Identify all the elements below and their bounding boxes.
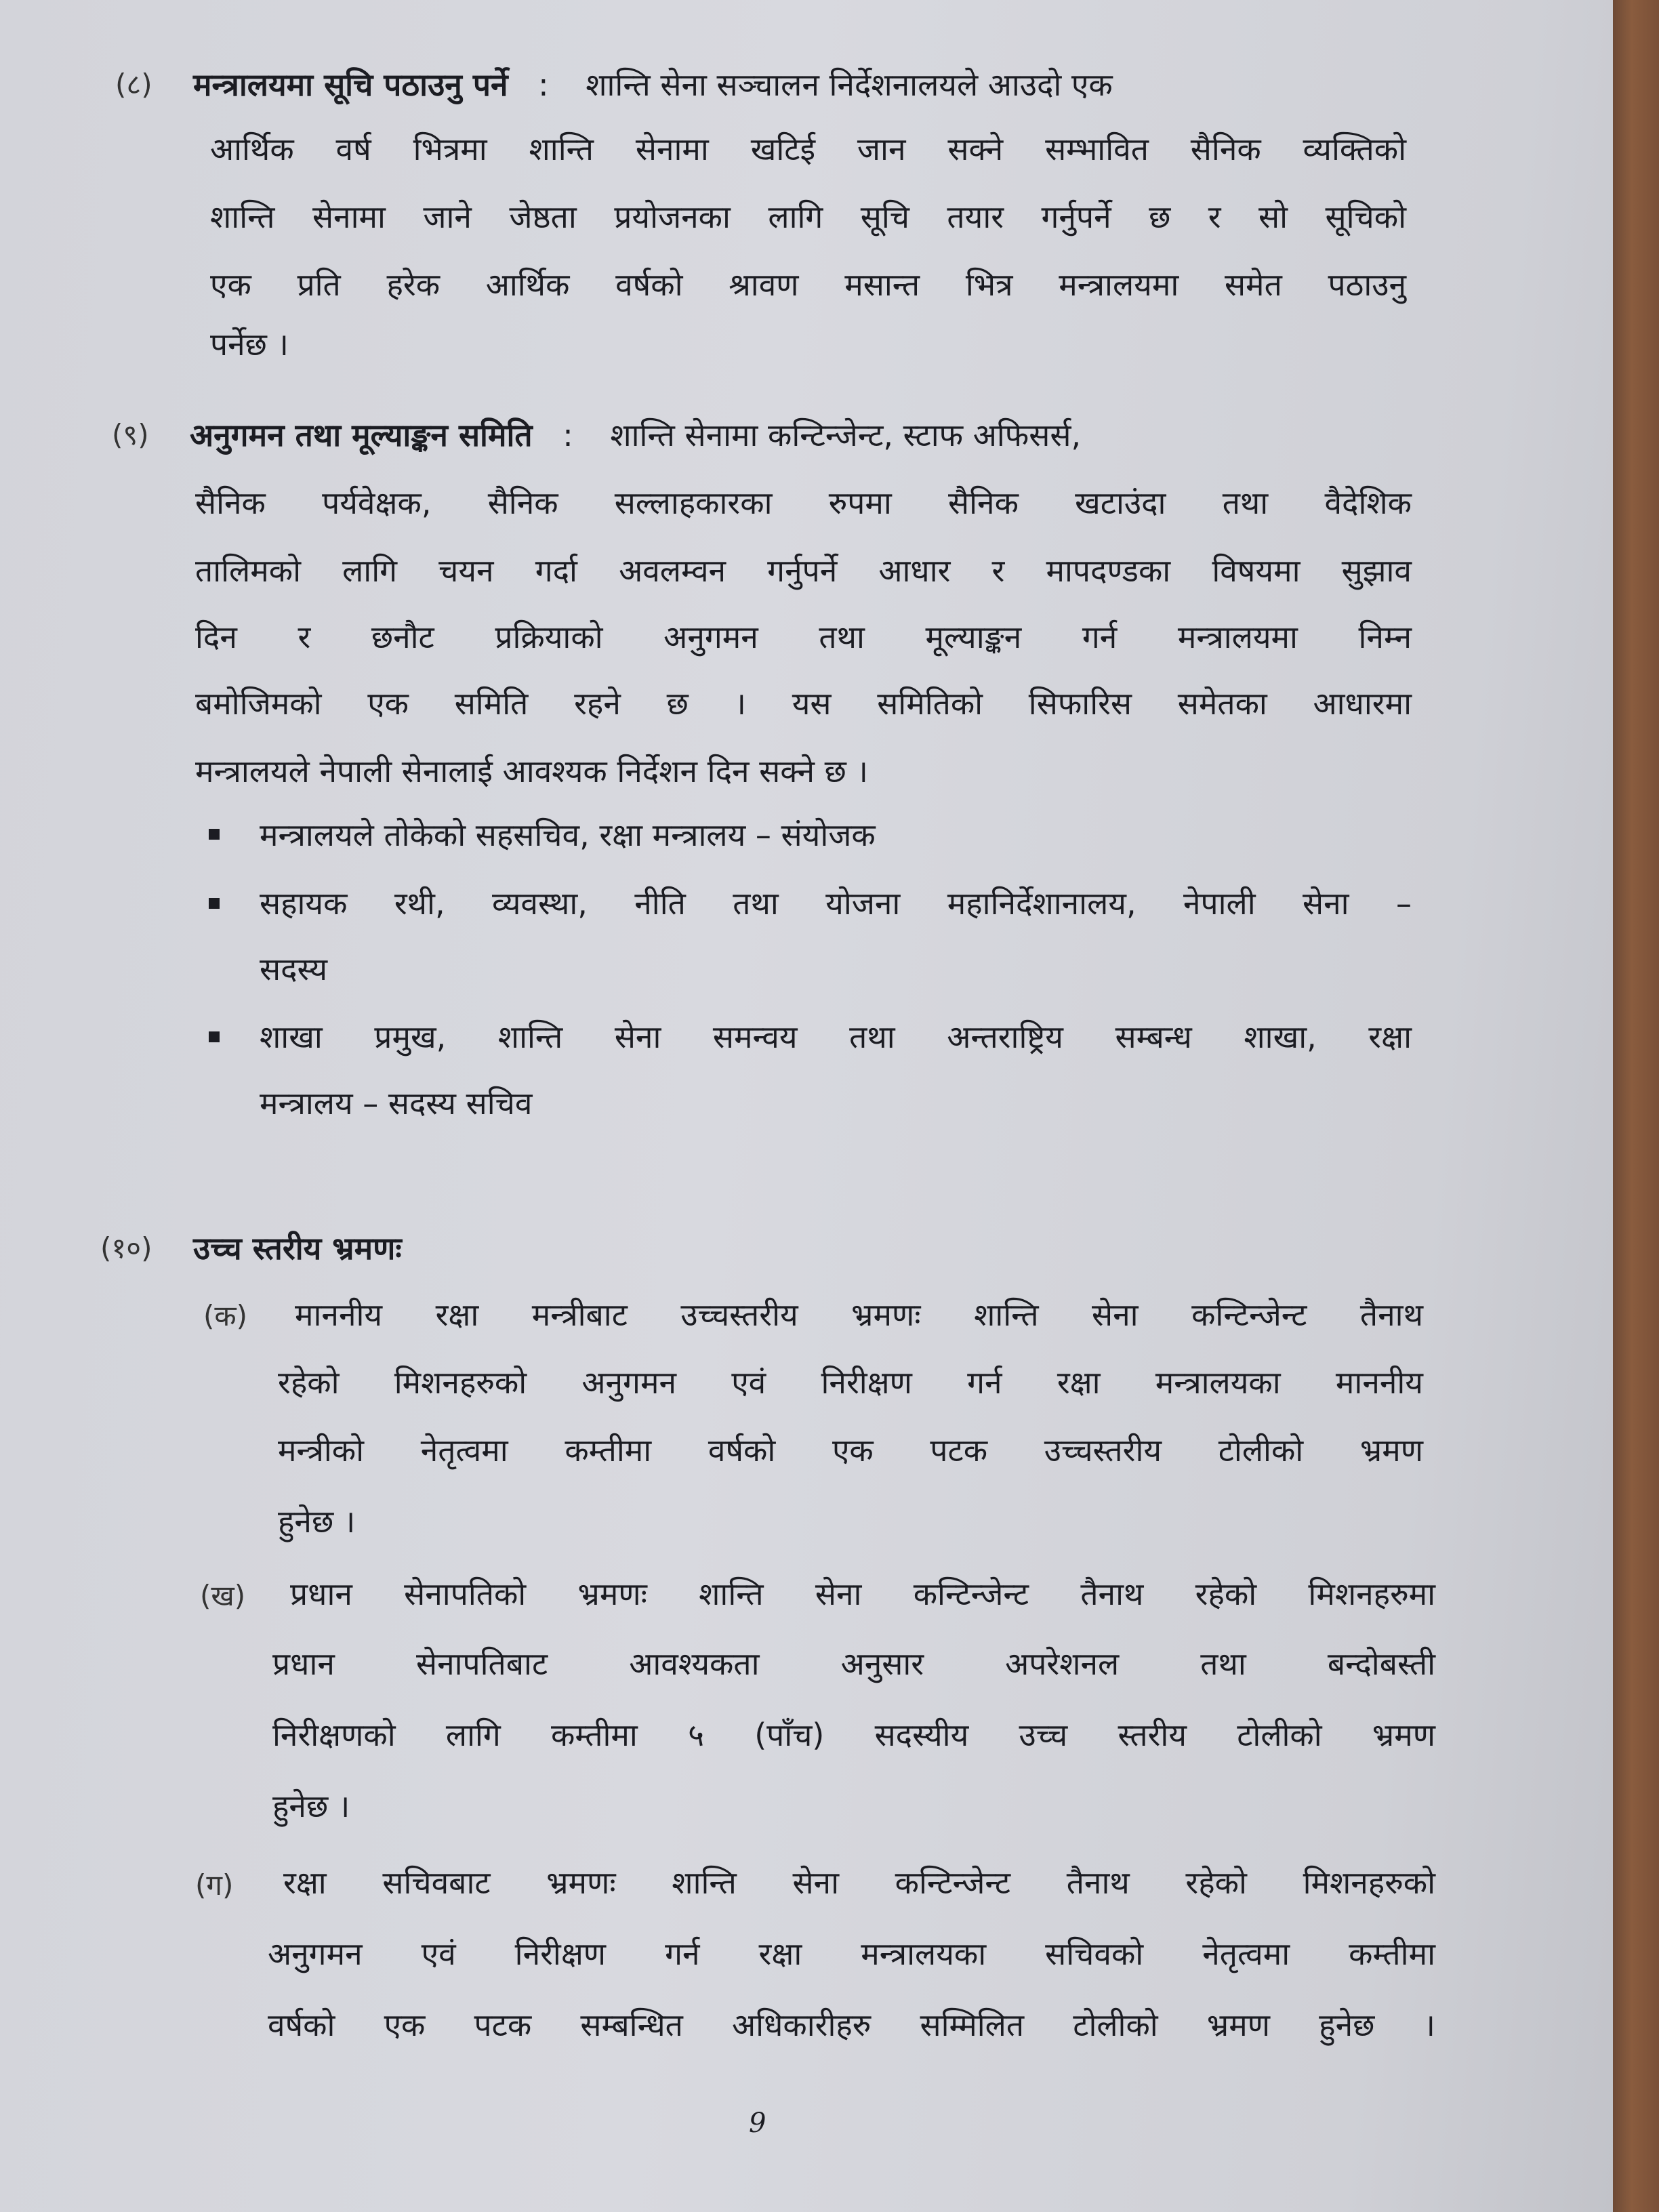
section-9-line-4: दिन र छनौट प्रक्रियाको अनुगमन तथा मूल्याङ्कन गर्न मन्त्रालयमा निम्न <box>195 619 1412 655</box>
section-8-line-3: शान्ति सेनामा जाने जेष्ठता प्रयोजनका लागि सूचि तयार गर्नुपर्ने छ र सो सूचिको <box>210 199 1406 235</box>
sub-kha-line-1: प्रधान सेनापतिको भ्रमणः शान्ति सेना कन्टिन्जेन्ट तैनाथ रहेको मिशनहरुमा <box>290 1576 1435 1612</box>
section-8-heading <box>193 64 1410 105</box>
background-surface <box>1613 0 1659 2212</box>
sub-kha-label: (ख) <box>200 1579 246 1612</box>
section-9-line-1: शान्ति सेनामा कन्टिन्जेन्ट, स्टाफ अफिसर्स, <box>610 417 1082 453</box>
section-9-title: अनुगमन तथा मूल्याङ्कन समिति <box>190 417 533 453</box>
sub-kha-line-3: निरीक्षणको लागि कम्तीमा ५ (पाँच) सदस्यीय उच्च स्तरीय टोलीको भ्रमण <box>272 1717 1435 1753</box>
section-9-bullet-1: मन्त्रालयले तोकेको सहसचिव, रक्षा मन्त्रालय – संयोजक <box>260 817 876 853</box>
sub-ka-line-3: मन्त्रीको नेतृत्वमा कम्तीमा वर्षको एक पटक उच्चस्तरीय टोलीको भ्रमण <box>278 1432 1423 1469</box>
section-9-bullet-2-line-2: सदस्य <box>260 951 328 987</box>
sub-ka-line-2: रहेको मिशनहरुको अनुगमन एवं निरीक्षण गर्न रक्षा मन्त्रालयका माननीय <box>278 1364 1423 1401</box>
bullet-marker <box>209 829 220 840</box>
sub-ga-label: (ग) <box>195 1868 234 1902</box>
section-8-line-2: आर्थिक वर्ष भित्रमा शान्ति सेनामा खटिई जान सक्ने सम्भावित सैनिक व्यक्तिको <box>210 131 1406 167</box>
section-9-heading <box>190 415 1410 455</box>
section-9-number: (९) <box>112 418 149 451</box>
section-9-colon: : <box>562 417 573 453</box>
section-9-bullet-3-line-1: शाखा प्रमुख, शान्ति सेना समन्वय तथा अन्तराष्ट्रिय सम्बन्ध शाखा, रक्षा <box>260 1019 1412 1055</box>
sub-ga-line-3: वर्षको एक पटक सम्बन्धित अधिकारीहरु सम्मिलित टोलीको भ्रमण हुनेछ । <box>268 2007 1435 2043</box>
section-9-bullet-2-line-1: सहायक रथी, व्यवस्था, नीति तथा योजना महानिर्देशानालय, नेपाली सेना – <box>260 885 1412 922</box>
section-8-colon: : <box>538 66 549 103</box>
sub-ka-label: (क) <box>203 1299 248 1332</box>
sub-ka-line-4: हुनेछ । <box>278 1503 356 1540</box>
section-9-line-3: तालिमको लागि चयन गर्दा अवलम्वन गर्नुपर्ने आधार र मापदण्डका विषयमा सुझाव <box>195 552 1412 589</box>
section-8-line-4: एक प्रति हरेक आर्थिक वर्षको श्रावण मसान्त भित्र मन्त्रालयमा समेत पठाउनु <box>210 266 1406 303</box>
section-9-line-6: मन्त्रालयले नेपाली सेनालाई आवश्यक निर्देशन दिन सक्ने छ । <box>195 753 868 790</box>
sub-ka-line-1: माननीय रक्षा मन्त्रीबाट उच्चस्तरीय भ्रमणः शान्ति सेना कन्टिन्जेन्ट तैनाथ <box>295 1296 1423 1333</box>
section-8-title: मन्त्रालयमा सूचि पठाउनु पर्ने <box>193 66 508 103</box>
page-number: 9 <box>749 2108 766 2139</box>
section-9-line-5: बमोजिमको एक समिति रहने छ । यस समितिको सिफारिस समेतका आधारमा <box>195 685 1412 722</box>
sub-ga-line-1: रक्षा सचिवबाट भ्रमणः शान्ति सेना कन्टिन्जेन्ट तैनाथ रहेको मिशनहरुको <box>283 1864 1435 1901</box>
sub-ga-line-2: अनुगमन एवं निरीक्षण गर्न रक्षा मन्त्रालयका सचिवको नेतृत्वमा कम्तीमा <box>268 1936 1435 1972</box>
section-9-line-2: सैनिक पर्यवेक्षक, सैनिक सल्लाहकारका रुपमा सैनिक खटाउंदा तथा वैदेशिक <box>195 485 1412 521</box>
section-9-bullet-3-line-2: मन्त्रालय – सदस्य सचिव <box>260 1085 533 1122</box>
section-8-number: (८) <box>115 68 152 101</box>
section-10-title: उच्च स्तरीय भ्रमणः <box>193 1230 402 1267</box>
section-8-line-1: शान्ति सेना सञ्चालन निर्देशनालयले आउदो एक <box>586 66 1113 103</box>
bullet-marker <box>209 1031 220 1042</box>
bullet-marker <box>209 898 220 909</box>
section-10-number: (१०) <box>100 1231 152 1265</box>
sub-kha-line-4: हुनेछ । <box>272 1788 350 1824</box>
section-8-line-5: पर्नेछ । <box>210 326 289 363</box>
sub-kha-line-2: प्रधान सेनापतिबाट आवश्यकता अनुसार अपरेशनल तथा बन्दोबस्ती <box>272 1645 1435 1682</box>
